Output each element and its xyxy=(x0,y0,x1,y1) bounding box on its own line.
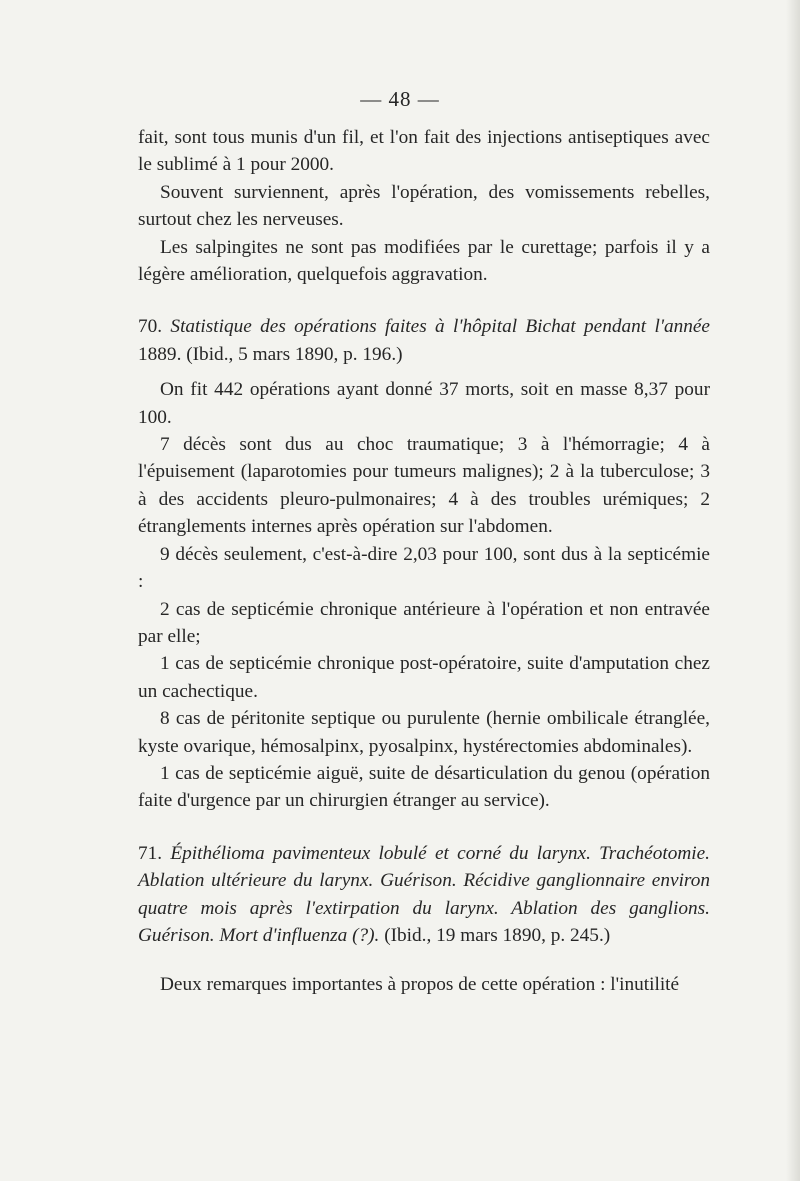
paragraph: fait, sont tous munis d'un fil, et l'on fait des injections antiseptiques avec le sublimé à 1 pour 2000. xyxy=(138,127,710,176)
paragraph: Les salpingites ne sont pas modifiées par le curettage; parfois il y a légère amélioration, quelquefois aggravation. xyxy=(138,236,710,286)
page-number: — 48 — xyxy=(360,87,440,111)
paragraph: 8 cas de péritonite septique ou purulente (hernie ombilicale étranglée, kyste ovarique, hémosalpinx, pyosalpinx, hystérectomies abdominales). xyxy=(138,708,710,757)
page-edge-shadow xyxy=(786,0,800,1181)
paragraph: Deux remarques importantes à propos de cette opération : l'inutilité xyxy=(160,974,680,996)
paragraph: 2 cas de septicémie chronique antérieure à l'opération et non entravée par elle; xyxy=(138,598,710,647)
body-text xyxy=(138,124,710,999)
entry-title: Épithélioma pavimenteux lobulé et corné du larynx. Trachéotomie. Ablation ultérieure du larynx. Guérison. Récidive ganglionnaire environ quatre mois après l'extirpation du larynx. Ablation des ganglions. Guérison. Mort d'influenza (?). xyxy=(138,842,710,946)
section-gap xyxy=(138,949,710,971)
entry-reference: (Ibid., 19 mars 1890, p. 245.) xyxy=(384,924,611,946)
entry-reference: (Ibid., 5 mars 1890, p. 196.) xyxy=(186,343,403,365)
paragraph: 7 décès sont dus au choc traumatique; 3 à l'hémorragie; 4 à l'épuisement (laparotomies pour tumeurs malignes); 2 à la tuberculose; 3 à des accidents pleuro-pulmonaires; 4 à des troubles urémiques; 2 étranglements internes après opération sur l'abdomen. xyxy=(138,434,710,538)
paragraph: On fit 442 opérations ayant donné 37 morts, soit en masse 8,37 pour 100. xyxy=(138,379,710,428)
entry-number: 70. xyxy=(138,316,163,338)
entry-year: 1889. xyxy=(138,343,182,365)
entry-70-heading xyxy=(138,313,710,368)
entry-title: Statistique des opérations faites à l'hôpital Bichat pendant l'année xyxy=(170,316,710,338)
paragraph: 1 cas de septicémie aiguë, suite de désarticulation du genou (opération faite d'urgence par un chirurgien étranger au service). xyxy=(138,762,710,812)
paragraph: Souvent surviennent, après l'opération, des vomissements rebelles, surtout chez les nerveuses. xyxy=(138,181,710,231)
paragraph: 9 décès seulement, c'est-à-dire 2,03 pour 100, sont dus à la septicémie : xyxy=(138,543,710,593)
paragraph: 1 cas de septicémie chronique post-opératoire, suite d'amputation chez un cachectique. xyxy=(138,653,710,702)
section-gap xyxy=(138,815,710,840)
section-gap xyxy=(138,288,710,313)
entry-71-heading xyxy=(138,840,710,950)
entry-number: 71. xyxy=(138,842,163,864)
spacer xyxy=(138,368,710,376)
